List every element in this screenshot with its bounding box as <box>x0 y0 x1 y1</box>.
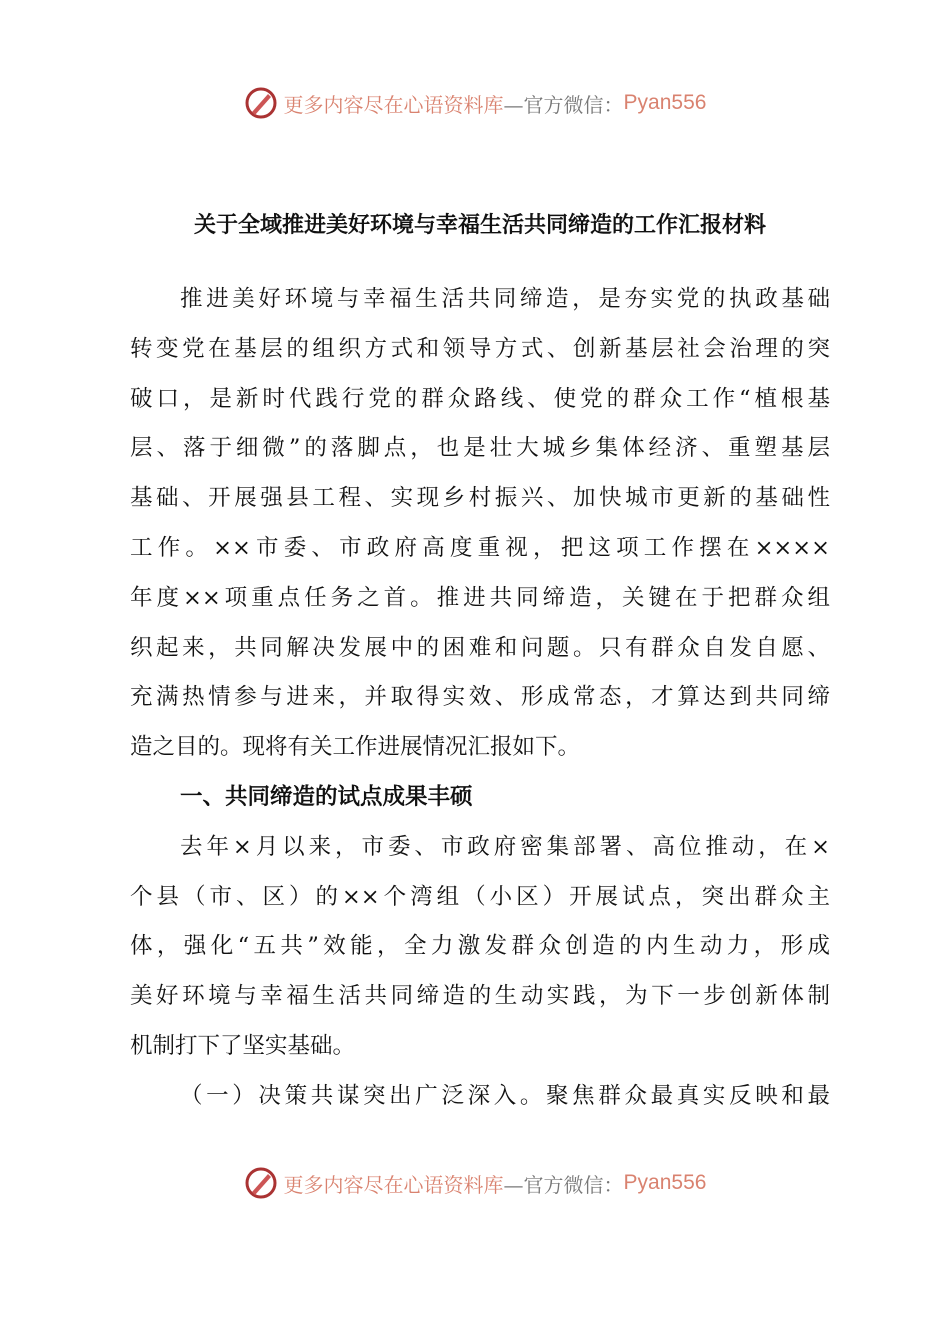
watermark-header <box>0 83 950 123</box>
section-heading: 一、共同缔造的试点成果丰硕 <box>180 783 473 810</box>
pen-logo-icon <box>244 86 278 120</box>
paragraph-line: 织起来，共同解决发展中的困难和问题。只有群众自发自愿、 <box>130 634 830 661</box>
paragraph-line: 充满热情参与进来，并取得实效、形成常态，才算达到共同缔 <box>130 684 830 711</box>
watermark-footer <box>0 1163 950 1203</box>
watermark-text: 更多内容尽在心语资料库 <box>283 1172 504 1197</box>
paragraph-line: 去年×月以来，市委、市政府密集部署、高位推动，在× <box>180 833 830 860</box>
paragraph-line: 机制打下了坚实基础。 <box>130 1032 356 1059</box>
paragraph-line: 层、落于细微”的落脚点，也是壮大城乡集体经济、重塑基层 <box>130 435 830 462</box>
paragraph-line: 推进美好环境与幸福生活共同缔造，是夯实党的执政基础 <box>180 286 830 312</box>
paragraph-line: （一）决策共谋突出广泛深入。聚焦群众最真实反映和最 <box>180 1082 830 1109</box>
paragraph-line: 造之目的。现将有关工作进展情况汇报如下。 <box>130 734 581 761</box>
paragraph-line: 美好环境与幸福生活共同缔造的生动实践，为下一步创新体制 <box>130 983 830 1010</box>
watermark-label: —官方微信： <box>503 1172 624 1197</box>
watermark-label: —官方微信： <box>503 92 624 117</box>
paragraph-line: 工作。××市委、市政府高度重视，把这项工作摆在×××× <box>130 534 830 561</box>
paragraph-line: 个县（市、区）的××个湾组（小区）开展试点，突出群众主 <box>130 883 830 910</box>
watermark-id: Pyan556 <box>623 91 707 114</box>
document-title: 关于全域推进美好环境与幸福生活共同缔造的工作汇报材料 <box>193 213 766 238</box>
pen-logo-icon <box>244 1166 278 1200</box>
document-body <box>130 280 830 1127</box>
paragraph-line: 转变党在基层的组织方式和领导方式、创新基层社会治理的突 <box>130 335 830 362</box>
watermark-text: 更多内容尽在心语资料库 <box>283 92 504 117</box>
watermark-id: Pyan556 <box>623 1171 707 1194</box>
paragraph-line: 年度××项重点任务之首。推进共同缔造，关键在于把群众组 <box>130 584 830 611</box>
paragraph-line: 基础、开展强县工程、实现乡村振兴、加快城市更新的基础性 <box>130 485 830 512</box>
paragraph-line: 破口，是新时代践行党的群众路线、使党的群众工作“植根基 <box>130 385 830 412</box>
paragraph-line: 体，强化“五共”效能，全力激发群众创造的内生动力，形成 <box>130 933 830 960</box>
